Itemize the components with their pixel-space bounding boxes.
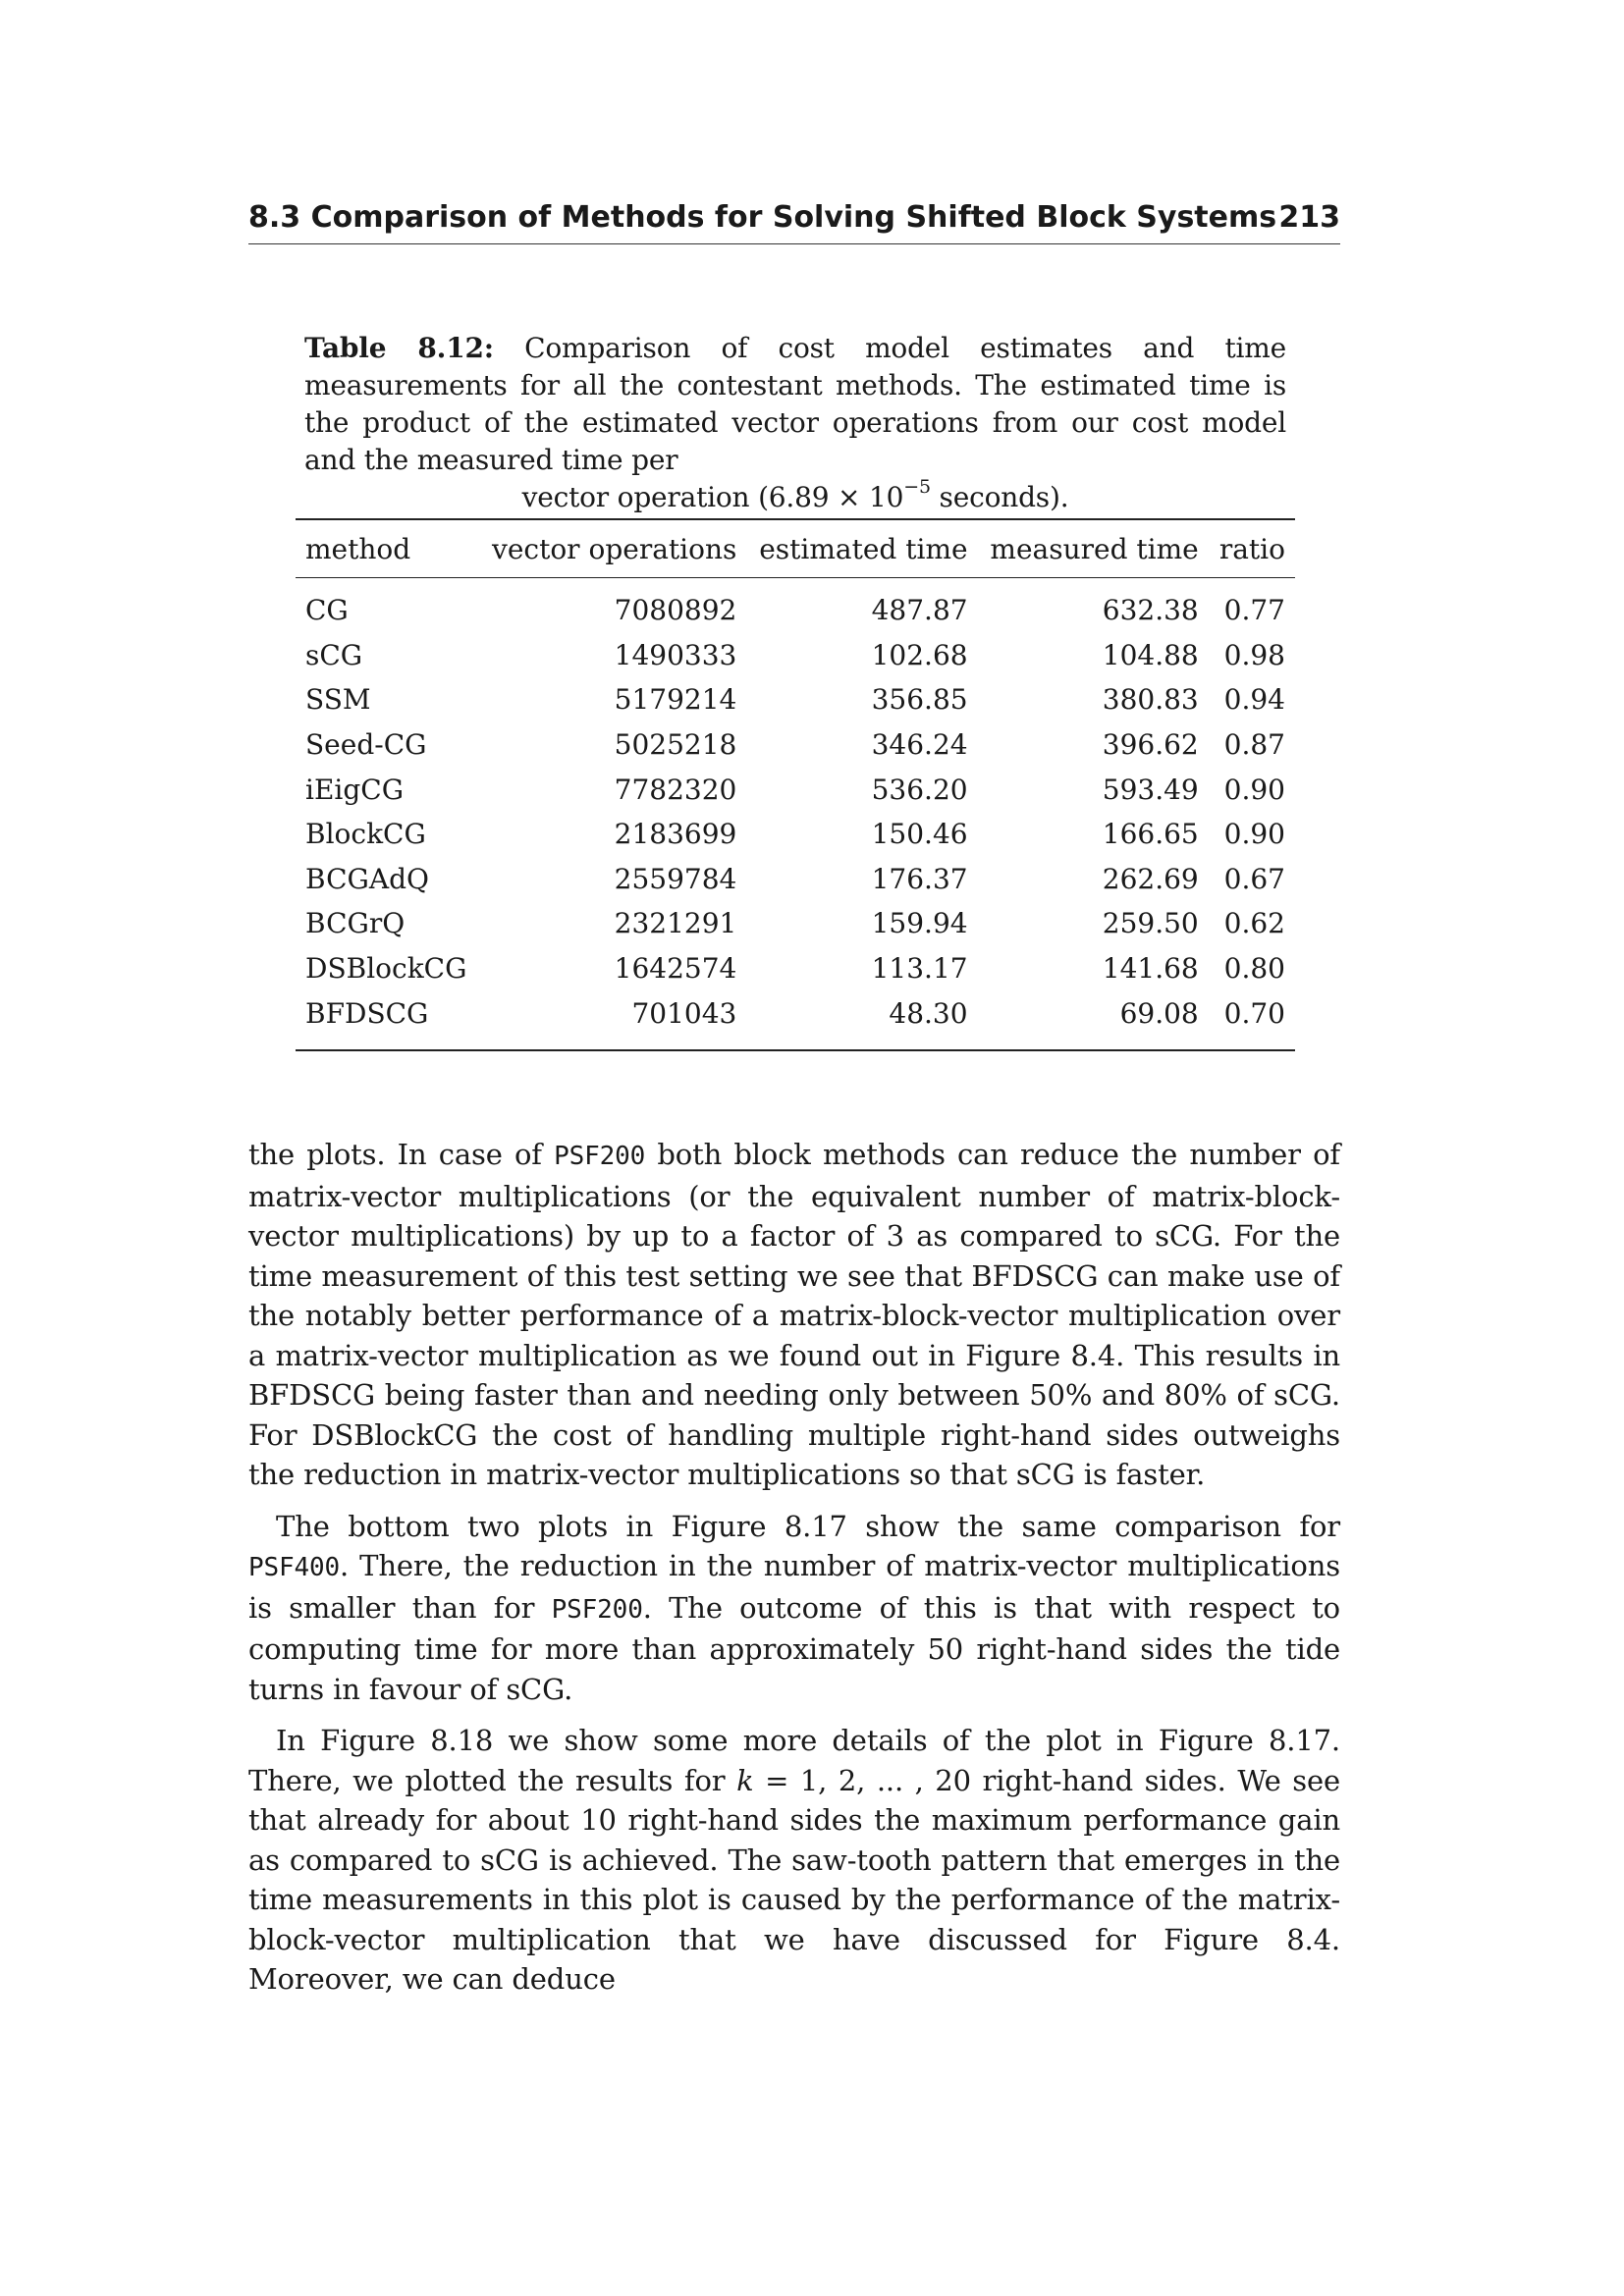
cell-estimated-time: 356.85	[871, 683, 968, 717]
paragraph-1-text-b: both block methods can reduce the number of matrix-vector multiplications (or the equivalent number of matrix-block-vector multiplications) by up to a factor of 3 as compared to sCG. For the time measurement of this test setting we see that BFDSCG can make use of the notably better performance of a matrix-block-vector multiplication over a matrix-vector multiplication as we found out in Figure 8.4. This results in BFDSCG being faster than and needing only between 50% and 80% of sCG. For DSBlockCG the cost of handling multiple right-hand sides outweighs the reduction in matrix-vector multiplications so that sCG is faster.	[248, 1138, 1340, 1491]
table-row	[296, 990, 1295, 1050]
cell-ratio: 0.70	[1223, 996, 1285, 1030]
cell-measured-time: 69.08	[1119, 996, 1199, 1030]
cell-method: CG	[305, 594, 349, 627]
cell-measured-time: 141.68	[1102, 952, 1199, 986]
cell-estimated-time: 346.24	[871, 728, 968, 762]
cell-measured-time: 259.50	[1102, 907, 1199, 940]
cell-estimated-time: 536.20	[871, 773, 968, 806]
cell-vector-operations: 5025218	[614, 728, 737, 762]
cell-vector-operations: 2183699	[614, 818, 737, 851]
paragraph-3-text-a: In Figure 8.18 we show some more details of the plot in Figure 8.17. There, we plotted the results for	[248, 1724, 1340, 1797]
cell-measured-time: 593.49	[1102, 773, 1199, 806]
section-title: 8.3 Comparison of Methods for Solving Shifted Block Systems	[248, 200, 1277, 235]
page-number: 213	[1278, 200, 1340, 235]
cell-estimated-time: 48.30	[889, 996, 968, 1030]
table-row	[296, 901, 1295, 946]
cell-measured-time: 396.62	[1102, 728, 1199, 762]
cell-ratio: 0.80	[1223, 952, 1285, 986]
cell-measured-time: 166.65	[1102, 818, 1199, 851]
table-row	[296, 812, 1295, 857]
caption-label: Table 8.12:	[304, 332, 494, 364]
paragraph-1-text-a: the plots. In case of	[248, 1138, 555, 1171]
cell-vector-operations: 2559784	[614, 862, 737, 895]
table-caption	[304, 330, 1286, 516]
paragraph-2	[248, 1507, 1340, 1710]
cell-method: SSM	[305, 683, 371, 717]
cell-vector-operations: 701043	[631, 996, 737, 1030]
table-header-row	[296, 519, 1295, 578]
cell-ratio: 0.87	[1223, 728, 1285, 762]
cell-vector-operations: 7782320	[614, 773, 737, 806]
table-row	[296, 857, 1295, 902]
cell-vector-operations: 1642574	[614, 952, 737, 986]
cell-estimated-time: 176.37	[871, 862, 968, 895]
cell-method: BCGAdQ	[305, 862, 429, 895]
col-header-method: method	[305, 532, 411, 565]
cell-method: DSBlockCG	[305, 952, 467, 986]
cell-method: sCG	[305, 638, 363, 671]
caption-last-line	[304, 475, 1286, 516]
cell-method: BCGrQ	[305, 907, 406, 940]
table-row	[296, 578, 1295, 633]
dataset-name-psf400: PSF400	[248, 1553, 341, 1582]
col-header-estimated-time: estimated time	[759, 532, 968, 565]
table-row	[296, 946, 1295, 991]
caption-text-3: seconds).	[930, 481, 1069, 513]
table-row	[296, 633, 1295, 678]
cell-measured-time: 262.69	[1102, 862, 1199, 895]
cell-vector-operations: 1490333	[614, 638, 737, 671]
col-header-ratio: ratio	[1218, 532, 1285, 565]
paragraph-3-text-b: = 1, 2, ... , 20 right-hand sides. We see that already for about 10 right-hand sides the maximum performance gain as compared to sCG is achieved. The saw-tooth pattern that emerges in the time measurements in this plot is caused by the performance of the matrix-block-vector multiplication that we have discussed for Figure 8.4. Moreover, we can deduce	[248, 1763, 1340, 1996]
paragraph-2-text-c: . The outcome of this is that with respect to computing time for more than approximately 50 right-hand sides the tide turns in favour of sCG.	[248, 1590, 1340, 1706]
cell-estimated-time: 102.68	[871, 638, 968, 671]
cell-estimated-time: 113.17	[871, 952, 968, 986]
cell-ratio: 0.90	[1223, 773, 1285, 806]
cell-method: iEigCG	[305, 773, 405, 806]
cell-vector-operations: 5179214	[614, 683, 737, 717]
table-row	[296, 677, 1295, 722]
cell-measured-time: 104.88	[1102, 638, 1199, 671]
table-row	[296, 767, 1295, 812]
caption-text: Comparison of cost model estimates and time measurements for all the contestant methods. The estimated time is the product of the estimated vector operations from our cost model and the measured time per	[304, 332, 1286, 476]
cell-ratio: 0.94	[1223, 683, 1285, 717]
paragraph-1	[248, 1135, 1340, 1495]
cell-ratio: 0.67	[1223, 862, 1285, 895]
cell-ratio: 0.98	[1223, 638, 1285, 671]
table-row	[296, 722, 1295, 768]
cell-method: Seed-CG	[305, 728, 427, 762]
results-table	[296, 518, 1295, 1051]
cell-measured-time: 632.38	[1102, 594, 1199, 627]
paragraph-2-text-a: The bottom two plots in Figure 8.17 show the same comparison for	[276, 1509, 1340, 1543]
cell-vector-operations: 2321291	[614, 907, 737, 940]
dataset-name-psf200-2: PSF200	[551, 1594, 643, 1625]
caption-text-2: vector operation (6.89 × 10	[521, 481, 904, 513]
cell-ratio: 0.90	[1223, 818, 1285, 851]
dataset-name-psf200: PSF200	[554, 1142, 646, 1171]
cell-method: BFDSCG	[305, 996, 429, 1030]
cell-estimated-time: 487.87	[871, 594, 968, 627]
cell-ratio: 0.62	[1223, 907, 1285, 940]
caption-exponent: −5	[903, 475, 931, 498]
cell-vector-operations: 7080892	[614, 594, 737, 627]
paragraph-3	[248, 1721, 1340, 2000]
running-header	[248, 198, 1340, 244]
col-header-measured-time: measured time	[990, 532, 1199, 565]
cell-measured-time: 380.83	[1102, 683, 1199, 717]
body-text	[248, 1135, 1340, 2011]
cell-ratio: 0.77	[1223, 594, 1285, 627]
cell-method: BlockCG	[305, 818, 426, 851]
paragraph-2-text-b: . There, the reduction in the number of matrix-vector multiplications is smaller than for	[248, 1549, 1340, 1625]
math-variable-k: k	[736, 1763, 754, 1797]
col-header-vector-operations: vector operations	[492, 532, 737, 565]
cell-estimated-time: 159.94	[871, 907, 968, 940]
cell-estimated-time: 150.46	[871, 818, 968, 851]
